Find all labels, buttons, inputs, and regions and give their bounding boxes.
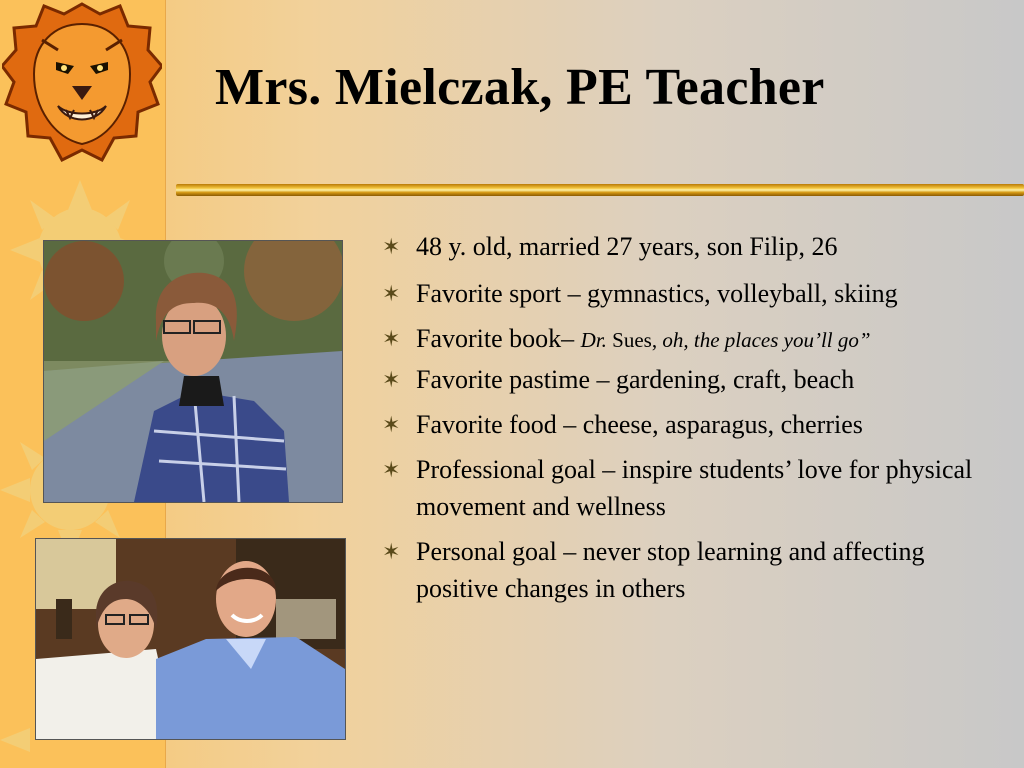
star-bullet-icon: ✶ [382,457,401,482]
bullet-favorite-sport: ✶ Favorite sport – gymnastics, volleyball, skiing [380,275,1010,312]
star-bullet-icon: ✶ [382,326,401,351]
bullet-personal-goal: ✶ Personal goal – never stop learning and affecting positive changes in others [380,533,1010,607]
lion-mascot-icon [2,0,162,190]
star-bullet-icon: ✶ [382,412,401,437]
gold-divider-bar [176,184,1024,196]
slide-title: Mrs. Mielczak, PE Teacher [215,59,825,116]
teacher-with-son-photo [35,538,346,740]
star-bullet-icon: ✶ [382,281,401,306]
book-author-sues: Sues, [606,328,658,352]
bullet-age-family: ✶ 48 y. old, married 27 years, son Filip, 26 [380,228,1010,265]
book-author-dr: Dr. [580,328,607,352]
bullet-favorite-food: ✶ Favorite food – cheese, asparagus, cherries [380,406,1010,443]
bullet-professional-goal: ✶ Professional goal – inspire students’ love for physical movement and wellness [380,451,1010,525]
bullet-favorite-pastime: ✶ Favorite pastime – gardening, craft, beach [380,361,1010,398]
book-title: oh, the places you’ll go” [657,328,871,352]
bullet-favorite-book: ✶ Favorite book– Dr. Sues, oh, the places you’ll go” [382,324,871,353]
star-bullet-icon: ✶ [382,539,401,564]
teacher-outdoor-photo [43,240,343,503]
star-bullet-icon: ✶ [382,234,401,259]
star-bullet-icon: ✶ [382,367,401,392]
bullet-list [380,228,1010,607]
